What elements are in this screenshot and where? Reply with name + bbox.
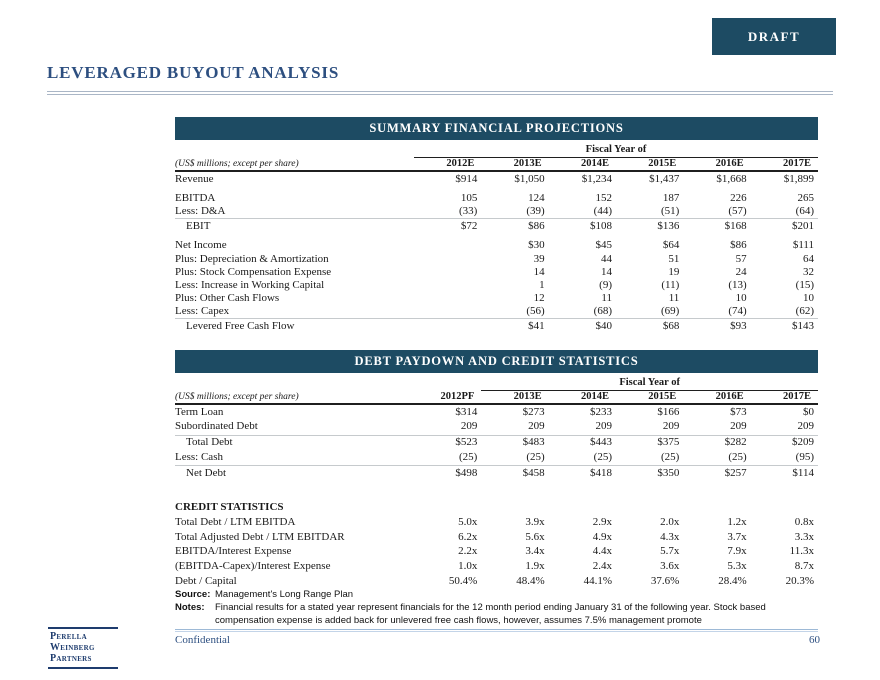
row-label: EBITDA/Interest Expense xyxy=(175,545,292,558)
cell-value xyxy=(414,319,481,333)
cell-value: 2.2x xyxy=(458,545,478,558)
cell-value: $143 xyxy=(751,319,818,333)
cell-value: (95) xyxy=(795,450,814,463)
cell-value: 11.3x xyxy=(789,545,814,558)
table-row xyxy=(175,515,818,530)
fiscal-year-row xyxy=(175,377,818,390)
debt-paydown-credit-statistics-table xyxy=(175,350,818,589)
column-header: 2012E xyxy=(414,157,481,171)
cell-value: $350 xyxy=(616,466,683,481)
row-label: EBIT xyxy=(175,219,414,233)
table-row xyxy=(175,319,818,333)
cell-value: $1,437 xyxy=(649,172,680,185)
cell-value: 209 xyxy=(460,420,478,433)
table-row xyxy=(175,292,818,305)
cell-value: 44 xyxy=(600,252,612,265)
cell-value xyxy=(414,305,481,319)
column-header: 2014E xyxy=(549,157,616,171)
cell-value: 37.6% xyxy=(650,574,680,587)
cell-value: 187 xyxy=(662,192,680,205)
cell-value: 265 xyxy=(797,192,814,205)
cell-value xyxy=(414,481,481,515)
table-row xyxy=(175,420,818,435)
cell-value: (25) xyxy=(660,450,680,463)
cell-value: $443 xyxy=(549,435,616,450)
cell-value: (15) xyxy=(795,278,814,291)
cell-value: 28.4% xyxy=(718,574,747,587)
cell-value: $914 xyxy=(455,172,478,185)
row-label: Levered Free Cash Flow xyxy=(175,319,414,333)
column-header: 2015E xyxy=(616,390,683,404)
cell-value: (25) xyxy=(459,450,478,463)
cell-value: $282 xyxy=(683,435,750,450)
cell-value xyxy=(414,232,481,252)
cell-value xyxy=(414,292,481,305)
fiscal-year-row xyxy=(175,144,818,157)
table-row xyxy=(175,305,818,319)
footer-rule xyxy=(175,629,818,632)
units-label: (US$ millions; except per share) xyxy=(175,157,414,171)
cell-value: (51) xyxy=(660,205,680,218)
cell-value: 5.0x xyxy=(458,515,478,528)
footnotes xyxy=(175,588,823,627)
cell-value: (62) xyxy=(795,305,814,318)
cell-value: 7.9x xyxy=(727,545,747,558)
cell-value: $523 xyxy=(414,435,481,450)
footer-line xyxy=(175,634,820,646)
cell-value: 5.7x xyxy=(660,545,680,558)
column-header: 2016E xyxy=(683,157,750,171)
cell-value: $314 xyxy=(455,405,478,418)
cell-value: $201 xyxy=(751,219,818,233)
table1 xyxy=(175,144,818,332)
cell-value: $375 xyxy=(616,435,683,450)
cell-value: 4.9x xyxy=(592,530,612,543)
column-header: 2014E xyxy=(549,390,616,404)
cell-value: 10 xyxy=(803,292,814,305)
notes-label: Notes: xyxy=(175,602,205,613)
row-label: Less: D&A xyxy=(175,205,226,218)
row-label: Total Debt xyxy=(175,435,414,450)
cell-value: $30 xyxy=(528,239,545,252)
fiscal-year-label: Fiscal Year of xyxy=(481,377,818,390)
cell-value: 2.4x xyxy=(592,560,612,573)
table-row xyxy=(175,265,818,278)
cell-value: (33) xyxy=(459,205,478,218)
cell-value: 226 xyxy=(730,192,747,205)
cell-value: $0 xyxy=(803,405,814,418)
row-label: Plus: Other Cash Flows xyxy=(175,292,280,305)
cell-value: (39) xyxy=(526,205,545,218)
cell-value: $40 xyxy=(549,319,616,333)
table-row xyxy=(175,545,818,560)
cell-value xyxy=(481,481,548,515)
logo-line: Perella xyxy=(50,631,87,642)
cell-value: $209 xyxy=(751,435,818,450)
cell-value: $41 xyxy=(481,319,548,333)
row-label: Net Income xyxy=(175,239,227,252)
row-label: Revenue xyxy=(175,172,214,185)
cell-value: (9) xyxy=(599,278,612,291)
perella-weinberg-partners-logo xyxy=(48,627,118,669)
section-header-row xyxy=(175,481,818,515)
cell-value: $136 xyxy=(616,219,683,233)
fy-spacer xyxy=(175,144,414,157)
cell-value xyxy=(414,265,481,278)
row-label: Plus: Stock Compensation Expense xyxy=(175,265,332,278)
row-label: Total Debt / LTM EBITDA xyxy=(175,515,296,528)
cell-value: 4.4x xyxy=(592,545,612,558)
cell-value: $418 xyxy=(549,466,616,481)
draft-badge-label: DRAFT xyxy=(747,29,801,44)
cell-value: 51 xyxy=(668,252,680,265)
cell-value: (44) xyxy=(593,205,612,218)
row-label: Less: Cash xyxy=(175,450,223,463)
column-header: 2016E xyxy=(683,390,750,404)
cell-value: $498 xyxy=(414,466,481,481)
cell-value: $64 xyxy=(662,239,680,252)
table2 xyxy=(175,377,818,589)
cell-value: 3.3x xyxy=(794,530,814,543)
fy-spacer xyxy=(414,377,481,390)
cell-value: (25) xyxy=(728,450,747,463)
table-row xyxy=(175,450,818,465)
cell-value: $233 xyxy=(589,405,612,418)
cell-value: $68 xyxy=(616,319,683,333)
row-label: EBITDA xyxy=(175,192,216,205)
cell-value: 39 xyxy=(533,252,545,265)
cell-value: 50.4% xyxy=(448,574,478,587)
cell-value: 2.0x xyxy=(660,515,680,528)
source-row xyxy=(175,588,823,601)
cell-value: 3.6x xyxy=(660,560,680,573)
cell-value: 209 xyxy=(730,420,747,433)
cell-value: (56) xyxy=(526,305,545,318)
cell-value: 5.3x xyxy=(727,560,747,573)
cell-value: $273 xyxy=(522,405,545,418)
notes-row xyxy=(175,601,823,627)
cell-value: 12 xyxy=(533,292,545,305)
cell-value: 1.9x xyxy=(525,560,545,573)
row-label: CREDIT STATISTICS xyxy=(175,500,284,513)
row-label: (EBITDA-Capex)/Interest Expense xyxy=(175,560,331,573)
table-row xyxy=(175,404,818,420)
cell-value xyxy=(414,252,481,265)
table-row xyxy=(175,205,818,219)
row-label: Debt / Capital xyxy=(175,574,237,587)
cell-value: $1,899 xyxy=(783,172,814,185)
logo-line: Partners xyxy=(50,653,92,664)
cell-value: $1,050 xyxy=(514,172,545,185)
summary-financial-projections-table xyxy=(175,117,818,332)
table-row xyxy=(175,530,818,545)
cell-value: 4.3x xyxy=(660,530,680,543)
notes-text: Financial results for a stated year represent financials for the 12 month period ending January 31 of the following year. Stock based compensation expense is added back for unlevered free cash flows, however, assumes 7.5% management promote xyxy=(215,602,766,626)
cell-value: 2.9x xyxy=(592,515,612,528)
cell-value: $86 xyxy=(481,219,548,233)
cell-value: $483 xyxy=(481,435,548,450)
cell-value: 209 xyxy=(528,420,545,433)
cell-value: 1 xyxy=(539,278,545,291)
cell-value: 8.7x xyxy=(794,560,814,573)
cell-value: $168 xyxy=(683,219,750,233)
cell-value: $257 xyxy=(683,466,750,481)
table-row xyxy=(175,185,818,205)
cell-value: 209 xyxy=(662,420,680,433)
cell-value: $114 xyxy=(751,466,818,481)
source-text: Management's Long Range Plan xyxy=(215,589,354,600)
cell-value: $108 xyxy=(549,219,616,233)
row-label: Less: Capex xyxy=(175,305,230,318)
cell-value: (25) xyxy=(593,450,612,463)
cell-value: $166 xyxy=(657,405,680,418)
title-rule xyxy=(47,91,833,95)
cell-value: 124 xyxy=(528,192,545,205)
cell-value: 1.0x xyxy=(458,560,478,573)
cell-value: 14 xyxy=(600,265,612,278)
draft-badge xyxy=(712,18,836,55)
cell-value: (13) xyxy=(728,278,747,291)
row-label: Net Debt xyxy=(175,466,414,481)
cell-value: $73 xyxy=(730,405,747,418)
table-row xyxy=(175,560,818,575)
cell-value: $1,234 xyxy=(581,172,612,185)
row-label: Term Loan xyxy=(175,405,224,418)
page-title: LEVERAGED BUYOUT ANALYSIS xyxy=(47,63,340,82)
column-header: 2012PF xyxy=(414,390,481,404)
cell-value: 152 xyxy=(595,192,612,205)
cell-value xyxy=(683,481,750,515)
table1-title-bar: SUMMARY FINANCIAL PROJECTIONS xyxy=(175,117,818,140)
cell-value: 209 xyxy=(595,420,612,433)
column-header: 2015E xyxy=(616,157,683,171)
cell-value: 6.2x xyxy=(458,530,478,543)
column-header: 2017E xyxy=(751,390,818,404)
cell-value: (57) xyxy=(728,205,747,218)
cell-value: 32 xyxy=(803,265,814,278)
cell-value: 14 xyxy=(533,265,545,278)
table-row xyxy=(175,232,818,252)
cell-value xyxy=(616,481,683,515)
cell-value: 3.9x xyxy=(525,515,545,528)
cell-value: 1.2x xyxy=(727,515,747,528)
table-row xyxy=(175,435,818,450)
cell-value xyxy=(414,278,481,291)
cell-value: 24 xyxy=(735,265,747,278)
cell-value: 57 xyxy=(735,252,747,265)
cell-value: 44.1% xyxy=(583,574,612,587)
cell-value: $93 xyxy=(683,319,750,333)
cell-value: 209 xyxy=(797,420,814,433)
cell-value: (11) xyxy=(661,278,680,291)
column-header-row xyxy=(175,157,818,171)
cell-value: 10 xyxy=(735,292,747,305)
logo-line: Weinberg xyxy=(50,642,95,653)
column-header: 2013E xyxy=(481,390,548,404)
units-label: (US$ millions; except per share) xyxy=(175,390,414,404)
row-label: Plus: Depreciation & Amortization xyxy=(175,252,329,265)
table-row xyxy=(175,278,818,291)
cell-value: $111 xyxy=(792,239,814,252)
row-label: Subordinated Debt xyxy=(175,420,258,433)
table-row xyxy=(175,466,818,481)
cell-value: 3.4x xyxy=(525,545,545,558)
row-label: Total Adjusted Debt / LTM EBITDAR xyxy=(175,530,345,543)
cell-value: $72 xyxy=(414,219,481,233)
cell-value: (69) xyxy=(660,305,680,318)
table2-title-bar: DEBT PAYDOWN AND CREDIT STATISTICS xyxy=(175,350,818,373)
page-number: 60 xyxy=(809,634,820,646)
column-header-row xyxy=(175,390,818,404)
cell-value: (25) xyxy=(526,450,545,463)
row-label: Less: Increase in Working Capital xyxy=(175,278,325,291)
source-label: Source: xyxy=(175,589,211,600)
cell-value: 48.4% xyxy=(516,574,545,587)
cell-value: 19 xyxy=(668,265,680,278)
cell-value: 11 xyxy=(601,292,612,305)
cell-value xyxy=(549,481,616,515)
cell-value: $86 xyxy=(730,239,747,252)
fy-spacer xyxy=(175,377,414,390)
cell-value: $45 xyxy=(595,239,612,252)
confidential-label: Confidential xyxy=(175,634,230,646)
cell-value: 64 xyxy=(803,252,814,265)
column-header: 2013E xyxy=(481,157,548,171)
fiscal-year-label: Fiscal Year of xyxy=(414,144,818,157)
table-row xyxy=(175,219,818,233)
cell-value: (64) xyxy=(795,205,814,218)
table-row xyxy=(175,171,818,185)
cell-value: 3.7x xyxy=(727,530,747,543)
column-header: 2017E xyxy=(751,157,818,171)
cell-value: $458 xyxy=(481,466,548,481)
cell-value: 0.8x xyxy=(794,515,814,528)
table-row xyxy=(175,252,818,265)
cell-value: 105 xyxy=(460,192,478,205)
cell-value xyxy=(751,481,818,515)
cell-value: (68) xyxy=(593,305,612,318)
cell-value: 20.3% xyxy=(785,574,814,587)
cell-value: 5.6x xyxy=(525,530,545,543)
cell-value: $1,668 xyxy=(716,172,747,185)
cell-value: 11 xyxy=(668,292,680,305)
cell-value: (74) xyxy=(728,305,747,318)
